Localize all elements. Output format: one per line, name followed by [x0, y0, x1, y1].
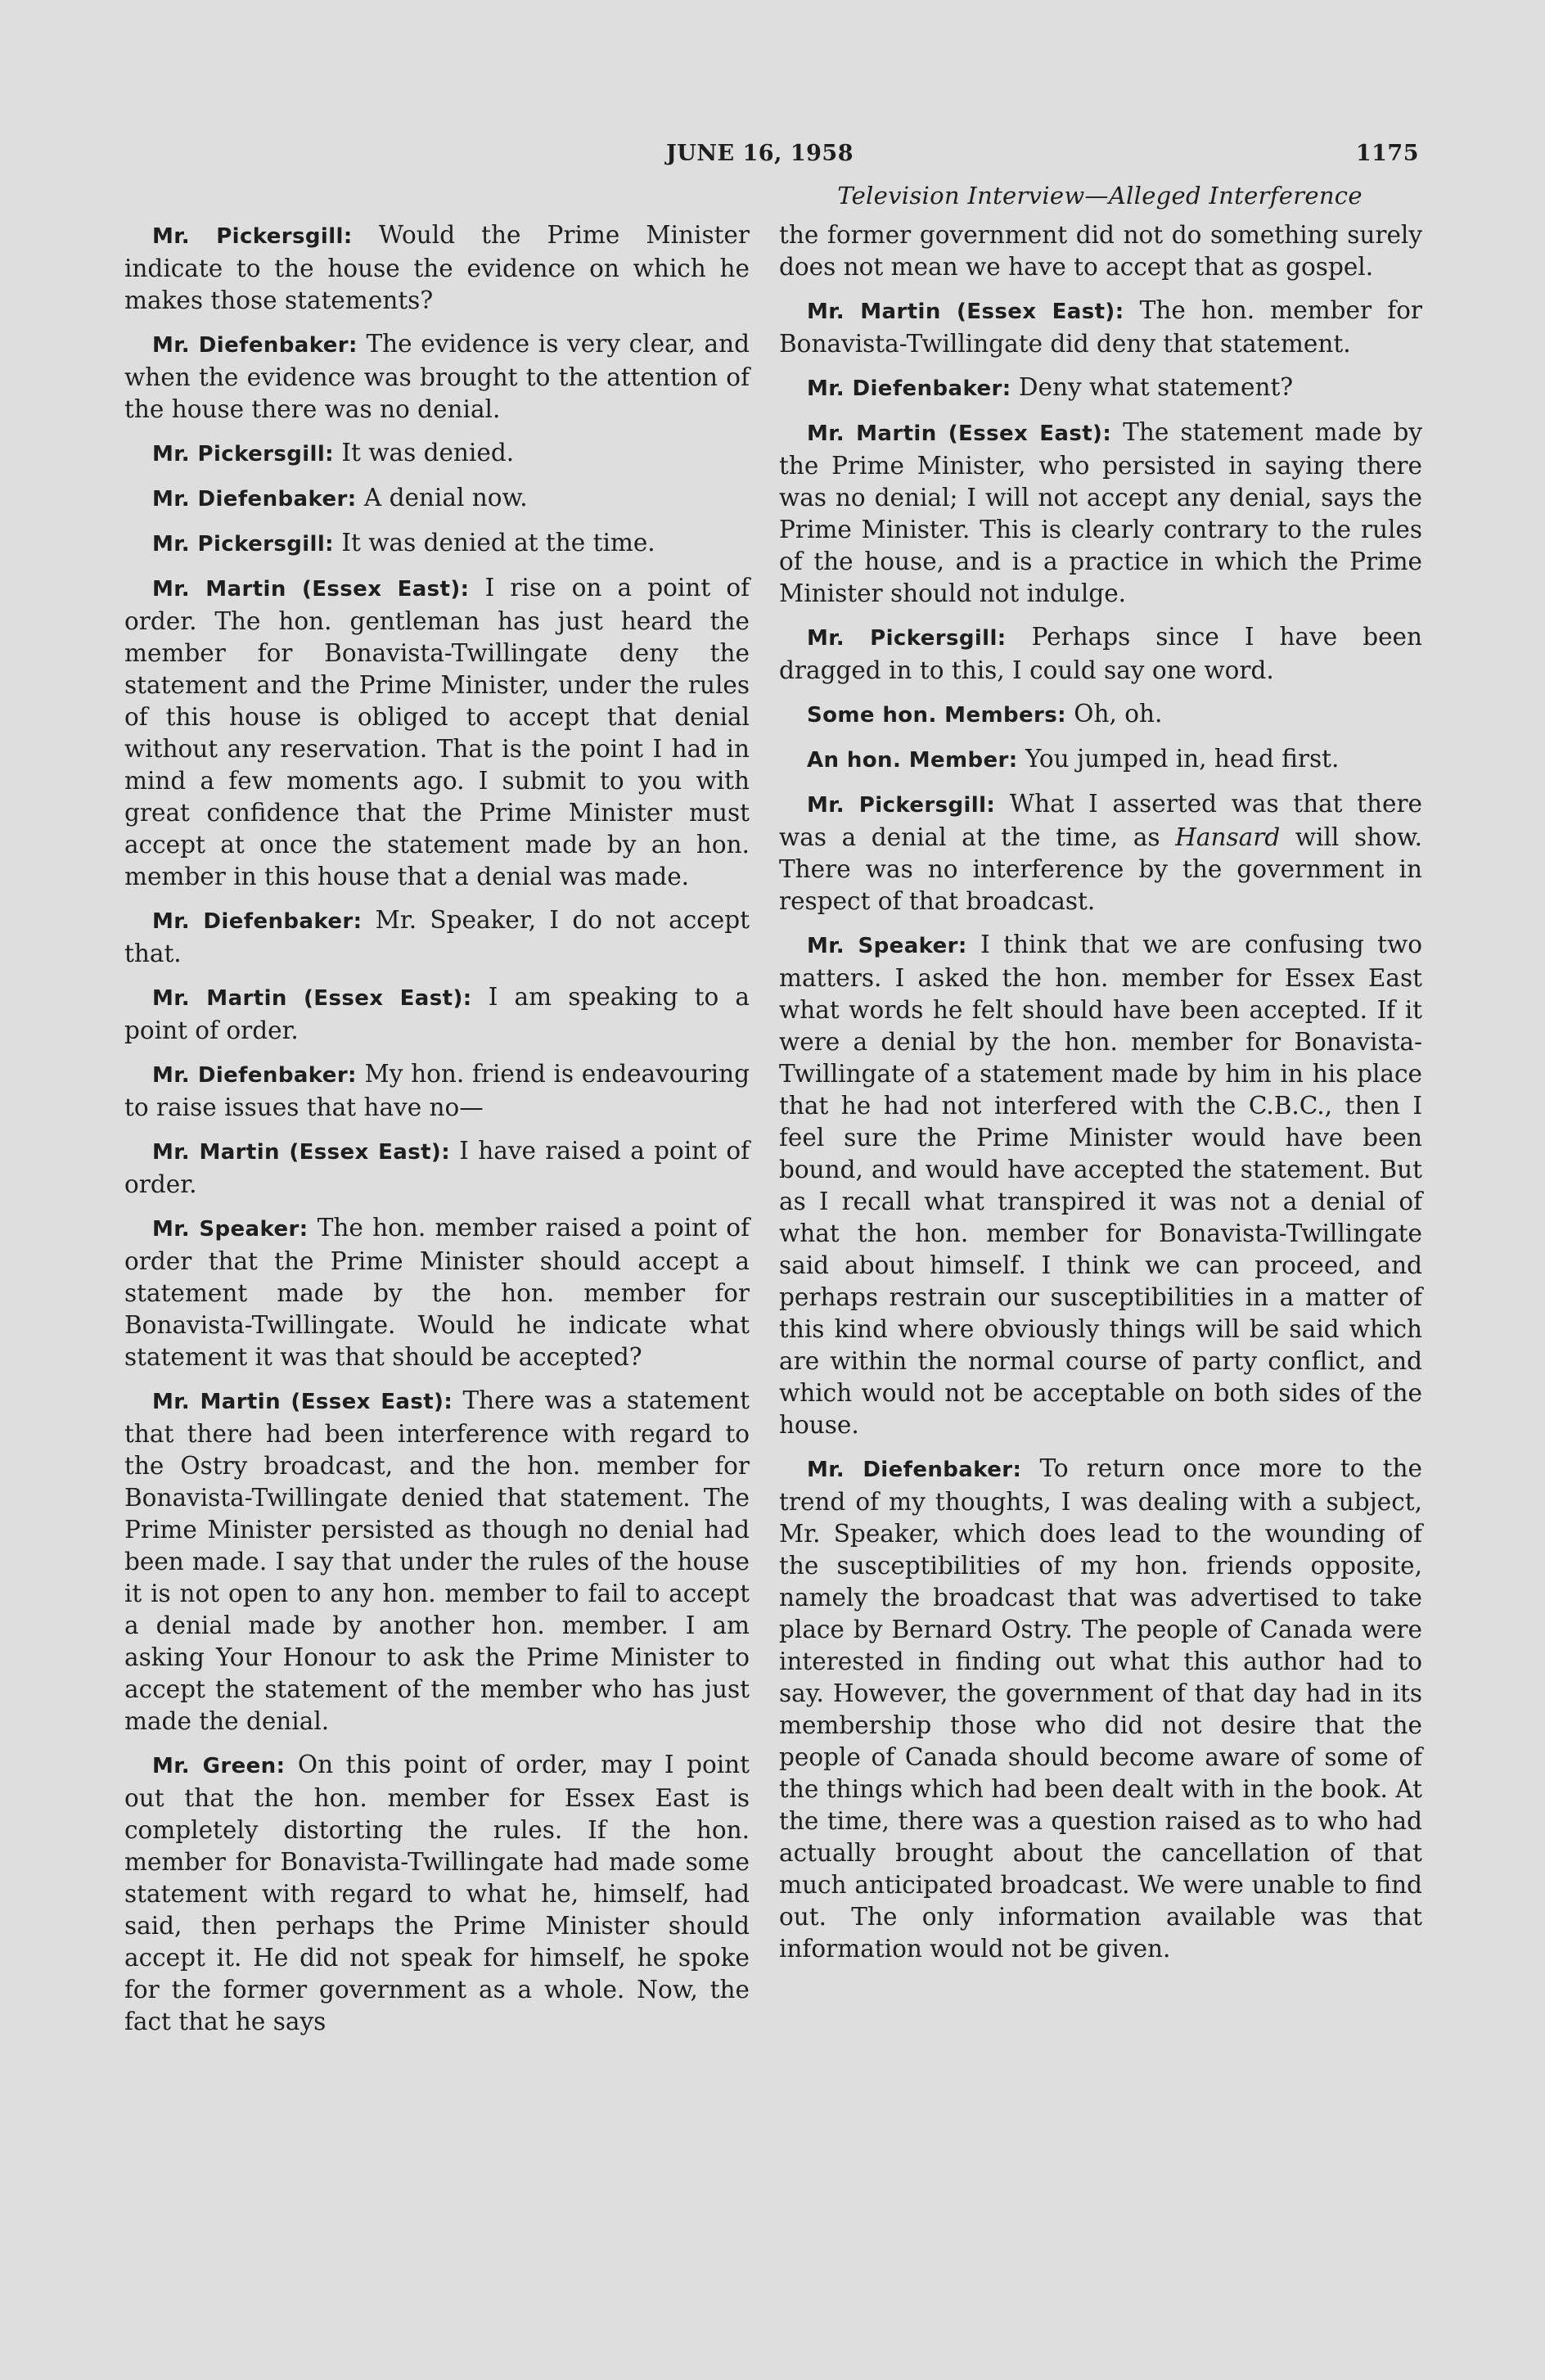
speaker-name: Mr. Diefenbaker:	[152, 1063, 357, 1088]
page-number: 1175	[1355, 141, 1419, 166]
speech-text: Perhaps since I have been dragged in to this, I could say one word.	[779, 623, 1423, 684]
paragraph	[779, 621, 1422, 687]
page-header	[123, 137, 1419, 170]
speech-text: It was denied.	[333, 439, 515, 467]
speech-text: The statement made by the Prime Minister, who persisted in saying there was no denial; I will not accept any denial, says the Prime Minister. This is clearly contrary to the rules of the house, and is a practice in which the Prime Minister should not indulge.	[779, 418, 1422, 607]
page-date: JUNE 16, 1958	[666, 141, 854, 166]
paragraph	[779, 788, 1422, 917]
paragraph	[124, 904, 750, 970]
speech-text: The evidence is very clear, and when the evidence was brought to the attention of the house there was no denial.	[124, 330, 750, 423]
speech-text: The hon. member for Bonavista-Twillingate did deny that statement.	[779, 296, 1422, 358]
paragraph	[124, 981, 750, 1047]
right-column	[779, 182, 1422, 1977]
paragraph	[779, 1453, 1422, 1965]
speech-text: I rise on a point of order. The hon. gentleman has just heard the member for Bonavista-Twillingate deny the statement and the Prime Minister, under the rules of this house is obliged to accept that denial without any reservation. That is the point I had in mind a few moments ago. I submit to you with great confidence that the Prime Minister must accept at once the statement made by an hon. member in this house that a denial was made.	[124, 574, 750, 890]
left-column	[124, 219, 750, 2049]
speaker-name: Mr. Martin (Essex East):	[152, 577, 470, 602]
speech-text: I am speaking to a point of order.	[124, 983, 750, 1044]
speaker-name: Mr. Diefenbaker:	[152, 333, 358, 358]
speech-text: I have raised a point of order.	[124, 1137, 750, 1198]
speaker-name: Mr. Pickersgill:	[807, 626, 1007, 651]
speech-text: Mr. Speaker, I do not accept that.	[124, 906, 750, 967]
speaker-name: Some hon. Members:	[807, 703, 1066, 728]
speaker-name: Mr. Pickersgill:	[152, 224, 353, 249]
paragraph	[124, 1385, 750, 1738]
speaker-name: Mr. Diefenbaker:	[152, 909, 363, 934]
speech-text: The hon. member raised a point of order that the Prime Minister should accept a statement made by the hon. member for Bonavista-Twillingate. Would he indicate what statement it was that should be accepted?	[124, 1214, 750, 1371]
paragraph	[124, 572, 750, 893]
paragraph	[124, 1749, 750, 2038]
speaker-name: Mr. Martin (Essex East):	[807, 300, 1124, 324]
paragraph	[124, 1135, 750, 1201]
speech-text: Would the Prime Minister indicate to the house the evidence on which he makes those statements?	[124, 221, 750, 314]
speaker-name: Mr. Martin (Essex East):	[152, 1390, 453, 1414]
speaker-name: Mr. Speaker:	[152, 1217, 309, 1242]
speaker-name: An hon. Member:	[807, 748, 1018, 773]
paragraph	[124, 482, 750, 516]
speaker-name: Mr. Martin (Essex East):	[152, 986, 472, 1011]
paragraph	[124, 1212, 750, 1373]
speaker-name: Mr. Speaker:	[807, 934, 967, 958]
paragraph	[779, 743, 1422, 777]
speech-text: You jumped in, head first.	[1017, 745, 1340, 773]
paragraph	[124, 437, 750, 471]
paragraph	[124, 527, 750, 561]
hansard-reference: Hansard	[1175, 823, 1281, 851]
speech-text-after: will show. There was no interference by the government in respect of that broadcast.	[779, 823, 1422, 915]
speaker-name: Mr. Martin (Essex East):	[152, 1140, 450, 1165]
paragraph	[779, 417, 1422, 610]
paragraph	[779, 372, 1422, 405]
speech-text: Deny what statement?	[1011, 373, 1294, 401]
speech-text: I think that we are confusing two matters. I asked the hon. member for Essex East what words he felt should have been accepted. If it were a denial by the hon. member for Bonavista-Twillingate of a statement made by him in his place that he had not interfered with the C.B.C., then I feel sure the Prime Minister would have been bound, and would have accepted the statement. But as I recall what transpired it was not a denial of what the hon. member for Bonavista-Twillingate said about himself. I think we can proceed, and perhaps restrain our susceptibilities in a matter of this kind where obviously things will be said which are within the normal course of party conflict, and which would not be acceptable on both sides of the house.	[779, 931, 1422, 1439]
speech-text: Oh, oh.	[1065, 700, 1163, 728]
speaker-name: Mr. Pickersgill:	[152, 442, 334, 467]
continued-paragraph: the former government did not do something surely does not mean we have to accept that as gospel.	[779, 221, 1422, 281]
speech-text: To return once more to the trend of my thoughts, I was dealing with a subject, Mr. Speaker, which does lead to the wounding of the susceptibilities of my hon. friends opposite, namely the broadcast that was advertised to take place by Bernard Ostry. The people of Canada were interested in finding out what this author had to say. However, the government of that day had in its membership those who did not desire that the people of Canada should become aware of some of the things which had been dealt with in the book. At the time, there was a question raised as to who had actually brought about the cancellation of that much anticipated broadcast. We were unable to find out. The only information available was that information would not be given.	[779, 1454, 1422, 1963]
speech-text: What I asserted was that there was a denial at the time, as	[779, 790, 1423, 851]
speaker-name: Mr. Green:	[152, 1754, 286, 1778]
speaker-name: Mr. Pickersgill:	[152, 532, 334, 557]
speaker-name: Mr. Diefenbaker:	[807, 1458, 1022, 1482]
running-subheading: Television Interview—Alleged Interference	[837, 182, 1363, 210]
speaker-name: Mr. Martin (Essex East):	[807, 421, 1112, 446]
speaker-name: Mr. Diefenbaker:	[152, 487, 357, 512]
speaker-name: Mr. Diefenbaker:	[807, 376, 1011, 401]
paragraph	[779, 698, 1422, 732]
paragraph	[779, 295, 1422, 360]
paragraph	[779, 929, 1422, 1441]
speech-text: A denial now.	[356, 484, 528, 512]
speech-text: My hon. friend is endeavouring to raise issues that have no—	[124, 1060, 750, 1121]
paragraph	[124, 1058, 750, 1124]
speaker-name: Mr. Pickersgill:	[807, 793, 996, 818]
paragraph	[124, 219, 750, 317]
speech-text: There was a statement that there had been interference with regard to the Ostry broadcast, and the hon. member for Bonavista-Twillingate denied that statement. The Prime Minister persisted as though no denial had been made. I say that under the rules of the house it is not open to any hon. member to fail to accept a denial made by another hon. member. I am asking Your Honour to ask the Prime Minister to accept the statement of the member who has just made the denial.	[124, 1386, 750, 1735]
paragraph	[124, 328, 750, 426]
speech-text: On this point of order, may I point out that the hon. member for Essex East is completely distorting the rules. If the hon. member for Bonavista-Twillingate had made some statement with regard to what he, himself, had said, then perhaps the Prime Minister should accept it. He did not speak for himself, he spoke for the former government as a whole. Now, the fact that he says	[124, 1751, 750, 2035]
speech-text: It was denied at the time.	[333, 529, 655, 557]
